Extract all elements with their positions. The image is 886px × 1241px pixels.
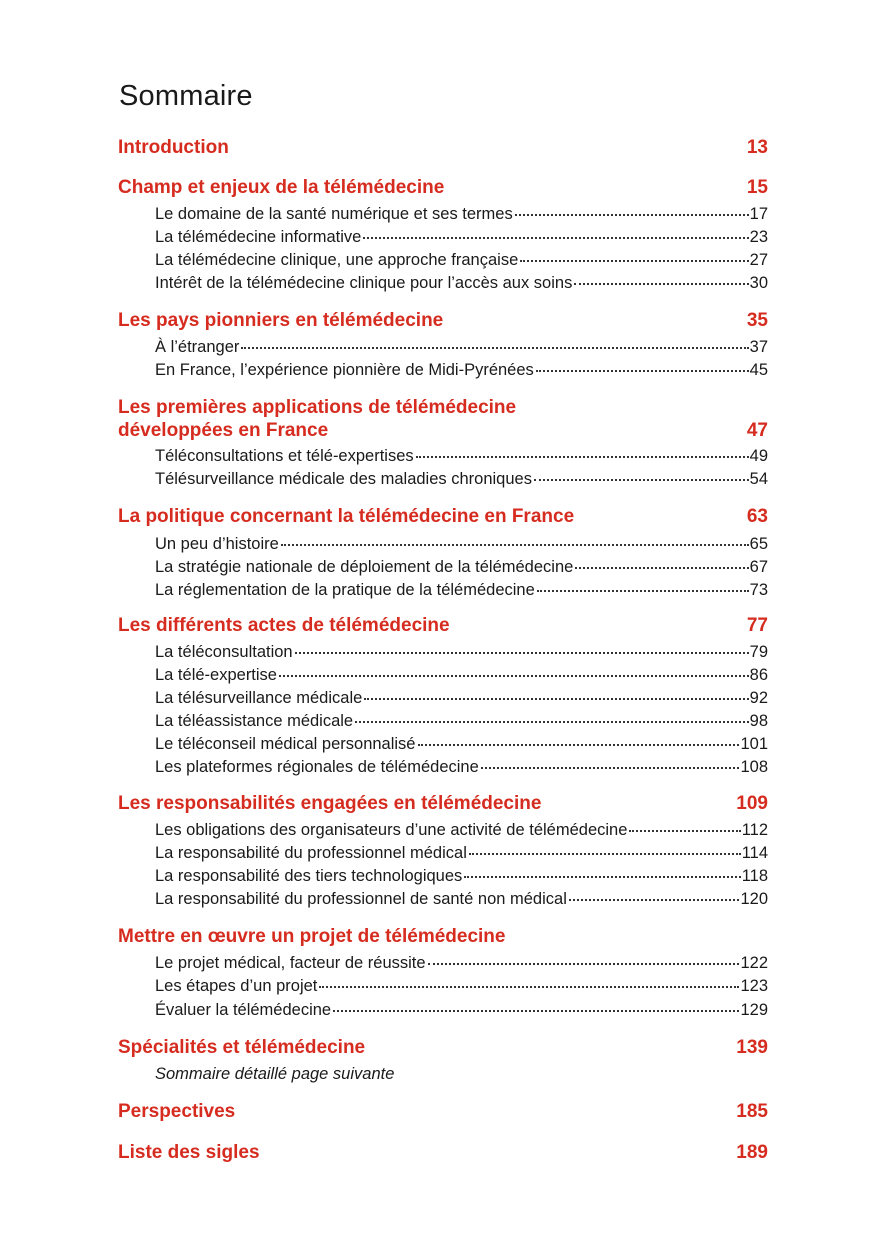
toc-entry[interactable] [155,733,768,755]
toc-entry[interactable] [155,975,768,997]
entry-page: 101 [740,735,768,753]
section-page: 15 [746,177,768,198]
entry-page: 17 [749,205,768,223]
toc-entry[interactable] [155,952,768,974]
toc-section-heading[interactable] [118,925,768,948]
toc-section-heading[interactable] [118,419,768,442]
toc-entry[interactable] [155,865,768,887]
entry-page: 129 [740,1001,768,1019]
leader-dots [363,237,748,239]
entry-title: Évaluer la télémédecine [155,1001,332,1019]
entry-page: 112 [741,821,768,839]
entry-page: 108 [740,758,768,776]
toc-section-heading[interactable] [118,614,768,637]
toc-entry[interactable] [155,888,768,910]
leader-dots [355,721,749,723]
leader-dots [469,853,741,855]
toc-entry[interactable] [155,226,768,248]
section-title: Liste des sigles [118,1142,260,1163]
section-title-line2: développées en France [118,420,329,441]
entry-page: 49 [749,447,768,465]
entry-title: La responsabilité des tiers technologiques [155,867,463,885]
section-title: Les responsabilités engagées en télémédecine [118,793,542,814]
entry-title: La téléassistance médicale [155,712,354,730]
section-page: 109 [736,793,768,814]
entry-title: Le projet médical, facteur de réussite [155,954,426,972]
leader-dots [416,456,749,458]
leader-dots [464,876,740,878]
entry-title: Téléconsultations et télé-expertises [155,447,414,465]
entry-page: 45 [749,361,768,379]
entry-page: 92 [749,689,768,707]
section-page: 77 [746,615,768,636]
entry-title: La télémédecine clinique, une approche française [155,251,519,269]
entry-page: 30 [749,274,768,292]
toc-entry[interactable] [155,842,768,864]
toc-entry[interactable] [155,819,768,841]
toc-section-heading[interactable] [118,1100,768,1123]
section-title: Perspectives [118,1101,236,1122]
entry-page: 67 [749,558,768,576]
toc-section-heading[interactable] [118,505,768,528]
entry-page: 118 [741,867,768,885]
page-title: Sommaire [119,80,253,112]
entry-page: 123 [740,977,768,995]
toc-entry[interactable] [155,556,768,578]
section-page: 47 [746,420,768,441]
entry-title: Intérêt de la télémédecine clinique pour l’accès aux soins [155,274,573,292]
toc-entry[interactable] [155,272,768,294]
section-note: Sommaire détaillé page suivante [155,1065,395,1083]
toc-section-heading[interactable] [118,1141,768,1164]
entry-title: La responsabilité du professionnel médical [155,844,467,862]
entry-page: 114 [741,844,768,862]
entry-page: 120 [740,890,768,908]
entry-title: Un peu d’histoire [155,535,279,553]
entry-title: À l’étranger [155,338,240,356]
entry-page: 79 [749,643,768,661]
entry-title: La télémédecine informative [155,228,362,246]
entry-page: 27 [749,251,768,269]
section-title: Mettre en œuvre un projet de télémédecine [118,926,506,947]
toc-entry[interactable] [155,641,768,663]
toc-entry[interactable] [155,336,768,358]
toc-entry[interactable] [155,664,768,686]
leader-dots [515,214,749,216]
toc-section-heading[interactable] [118,1036,768,1059]
entry-title: Le domaine de la santé numérique et ses termes [155,205,513,223]
leader-dots [534,479,749,481]
toc-entry[interactable] [155,579,768,601]
section-title: Spécialités et télémédecine [118,1037,366,1058]
leader-dots [295,652,749,654]
entry-page: 54 [749,470,768,488]
entry-title: La télé-expertise [155,666,277,684]
leader-dots [319,986,739,988]
entry-page: 65 [749,535,768,553]
entry-title: Les plateformes régionales de télémédecine [155,758,479,776]
leader-dots [575,567,748,569]
toc-section-heading[interactable] [118,792,768,815]
leader-dots [281,544,749,546]
toc-section-heading[interactable] [118,176,768,199]
section-page: 35 [746,310,768,331]
section-page: 13 [746,137,768,158]
leader-dots [428,963,740,965]
toc-entry[interactable] [155,468,768,490]
entry-title: La responsabilité du professionnel de santé non médical [155,890,567,908]
toc-entry[interactable] [155,756,768,778]
toc-section-heading[interactable] [118,309,768,332]
entry-page: 23 [749,228,768,246]
section-title: Les différents actes de télémédecine [118,615,450,636]
entry-title: La téléconsultation [155,643,293,661]
toc-section-heading-line1[interactable]: Les premières applications de télémédecine [118,397,517,418]
section-page: 63 [746,506,768,527]
leader-dots [569,899,740,901]
section-title: Les pays pionniers en télémédecine [118,310,444,331]
leader-dots [364,698,748,700]
leader-dots [241,347,748,349]
entry-title: La réglementation de la pratique de la télémédecine [155,581,535,599]
entry-title: La télésurveillance médicale [155,689,363,707]
leader-dots [537,590,749,592]
section-page: 185 [736,1101,768,1122]
entry-title: Les étapes d’un projet [155,977,318,995]
toc-entry[interactable] [155,999,768,1021]
entry-title: Le téléconseil médical personnalisé [155,735,416,753]
entry-page: 37 [749,338,768,356]
toc-entry[interactable] [155,249,768,271]
leader-dots [536,370,749,372]
toc-section-heading[interactable] [118,136,768,159]
entry-page: 122 [740,954,768,972]
leader-dots [629,830,740,832]
entry-page: 73 [749,581,768,599]
toc-entry[interactable] [155,203,768,225]
section-page: 139 [736,1037,768,1058]
leader-dots [520,260,748,262]
entry-title: En France, l’expérience pionnière de Midi-Pyrénées [155,361,534,379]
section-title: Introduction [118,137,229,158]
leader-dots [574,283,748,285]
entry-page: 98 [749,712,768,730]
entry-title: La stratégie nationale de déploiement de la télémédecine [155,558,574,576]
toc-entry[interactable] [155,687,768,709]
section-page: 189 [736,1142,768,1163]
toc-entry[interactable] [155,710,768,732]
toc-entry[interactable] [155,359,768,381]
leader-dots [279,675,749,677]
toc-entry[interactable] [155,533,768,555]
entry-title: Télésurveillance médicale des maladies chroniques [155,470,532,488]
section-title: La politique concernant la télémédecine en France [118,506,575,527]
leader-dots [333,1010,739,1012]
toc-entry[interactable] [155,445,768,467]
leader-dots [481,767,740,769]
entry-page: 86 [749,666,768,684]
leader-dots [418,744,740,746]
entry-title: Les obligations des organisateurs d’une activité de télémédecine [155,821,628,839]
section-title: Champ et enjeux de la télémédecine [118,177,445,198]
